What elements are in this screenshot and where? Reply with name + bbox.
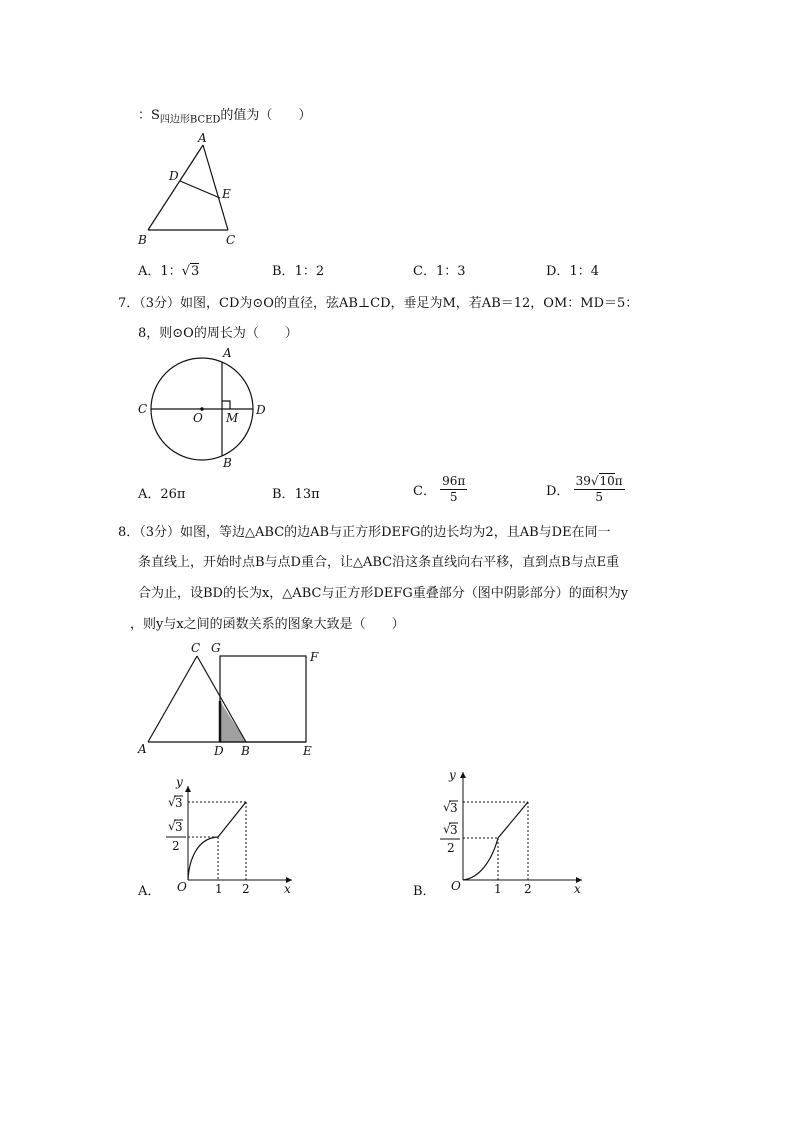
q6-option-a-radicand: 3 [190, 264, 200, 279]
q6-label-b: B [138, 233, 147, 247]
q7-option-c-denominator: 5 [449, 490, 458, 504]
q7-stem-line2: 8，则⊙O的周长为（ ） [138, 326, 298, 341]
q8-graph-b-ytick-low-num: 3 [450, 823, 458, 837]
q7-option-d-num-coef: 39 [575, 474, 591, 488]
q7-option-c-letter: C． [413, 484, 436, 499]
q8-label-g: G [211, 641, 221, 655]
q8-graph-b-segment [498, 802, 528, 838]
q8-option-a[interactable]: A． [138, 884, 161, 899]
q7-stem-line1: 7．（3分）如图，CD为⊙O的直径，弦AB⊥CD，垂足为M，若AB＝12，OM：MD＝5： [118, 296, 639, 311]
q7-option-d-radical: √ [590, 474, 599, 488]
q6-option-a-letter: A． [138, 264, 161, 279]
q8-graph-a-ytick-low-den: 2 [172, 839, 180, 853]
q7-label-c: C [138, 402, 148, 416]
q6-label-a: A [198, 131, 207, 145]
q8-stem-line4: ，则y与x之间的函数关系的图象大致是（ ） [130, 617, 405, 632]
q7-label-d: D [256, 403, 266, 417]
q6-option-b-text: 1：2 [294, 264, 325, 279]
q8-label-e: E [303, 744, 312, 758]
q8-graph-a-xtick-2: 2 [242, 882, 250, 896]
q6-option-a-radical: √ [181, 264, 190, 279]
q8-graph-a-ytick-low-num: 3 [175, 820, 183, 834]
q6-option-c-text: 1：3 [435, 264, 466, 279]
q8-option-b[interactable]: B． [413, 884, 436, 899]
q7-option-a-letter: A． [138, 487, 161, 502]
q7-option-a-text: 26π [160, 487, 186, 502]
q8-label-b: B [241, 744, 250, 758]
q7-option-d-num-pi: π [614, 474, 623, 488]
q7-label-b: B [223, 456, 232, 470]
q7-label-o: O [193, 411, 203, 425]
q8-graph-b-y-label: y [449, 768, 456, 782]
q6-label-d: D [169, 169, 179, 183]
q8-graph-b-ytick-low-den: 2 [447, 841, 455, 855]
q8-label-f: F [310, 650, 319, 664]
q6-prefix: ：S [138, 108, 160, 123]
q8-graph-a-ytick-high-radical: √ [168, 795, 176, 809]
q6-label-c: C [226, 233, 236, 247]
q8-graph-b-curve [463, 838, 498, 880]
q7-option-d-letter: D． [546, 484, 570, 499]
q8-graph-b-ytick-high-radical: √ [443, 800, 451, 814]
q6-option-d-text: 1：4 [569, 264, 599, 279]
q7-option-d-radicand: 10 [599, 474, 615, 488]
q8-label-c: C [191, 641, 201, 655]
q8-stem-line1: 8．（3分）如图，等边△ABC的边AB与正方形DEFG的边长均为2，且AB与DE在同一 [118, 525, 611, 540]
q8-graph-b-xtick-1: 1 [494, 882, 502, 896]
q8-graph-b-origin: O [451, 879, 461, 893]
q7-label-a: A [223, 346, 232, 360]
q7-label-m: M [226, 411, 239, 425]
q6-suffix: 的值为（ ） [220, 108, 312, 123]
q8-graph-b-ytick-high: 3 [450, 801, 458, 815]
q8-graph-b-ytick-low-radical: √ [443, 822, 451, 836]
q6-option-c-letter: C． [413, 264, 436, 279]
q8-graph-a-ytick-high: 3 [175, 796, 183, 810]
q6-option-a-text: 1： [160, 264, 182, 279]
q8-graph-b-x-label: x [574, 882, 581, 896]
q7-option-c-numerator: 96π [442, 474, 466, 488]
q8-graph-b-y-arrow [460, 772, 466, 778]
q6-option-b-letter: B． [272, 264, 295, 279]
q8-stem-line2: 条直线上，开始时点B与点D重合，让△ABC沿这条直线向右平移，直到点B与点E重 [138, 555, 620, 570]
q8-graph-a-x-label: x [284, 882, 291, 896]
q8-label-d: D [214, 744, 224, 758]
q6-sub: 四边形BCED [159, 114, 221, 126]
q7-option-d-denominator: 5 [595, 490, 603, 504]
q6-option-d-letter: D． [546, 264, 570, 279]
q8-graph-a-xtick-1: 1 [215, 882, 223, 896]
q6-label-e: E [222, 187, 231, 201]
q8-graph-a-ytick-low-radical: √ [168, 819, 176, 833]
q8-graph-a-y-label: y [176, 775, 183, 789]
q8-graph-b-xtick-2: 2 [524, 882, 532, 896]
q7-option-b-text: 13π [294, 487, 320, 502]
q8-label-a: A [138, 742, 147, 756]
q8-graph-a-origin: O [177, 880, 187, 894]
q7-option-b-letter: B． [272, 487, 295, 502]
q8-stem-line3: 合为止，设BD的长为x，△ABC与正方形DEFG重叠部分（图中阴影部分）的面积为y [138, 586, 629, 601]
